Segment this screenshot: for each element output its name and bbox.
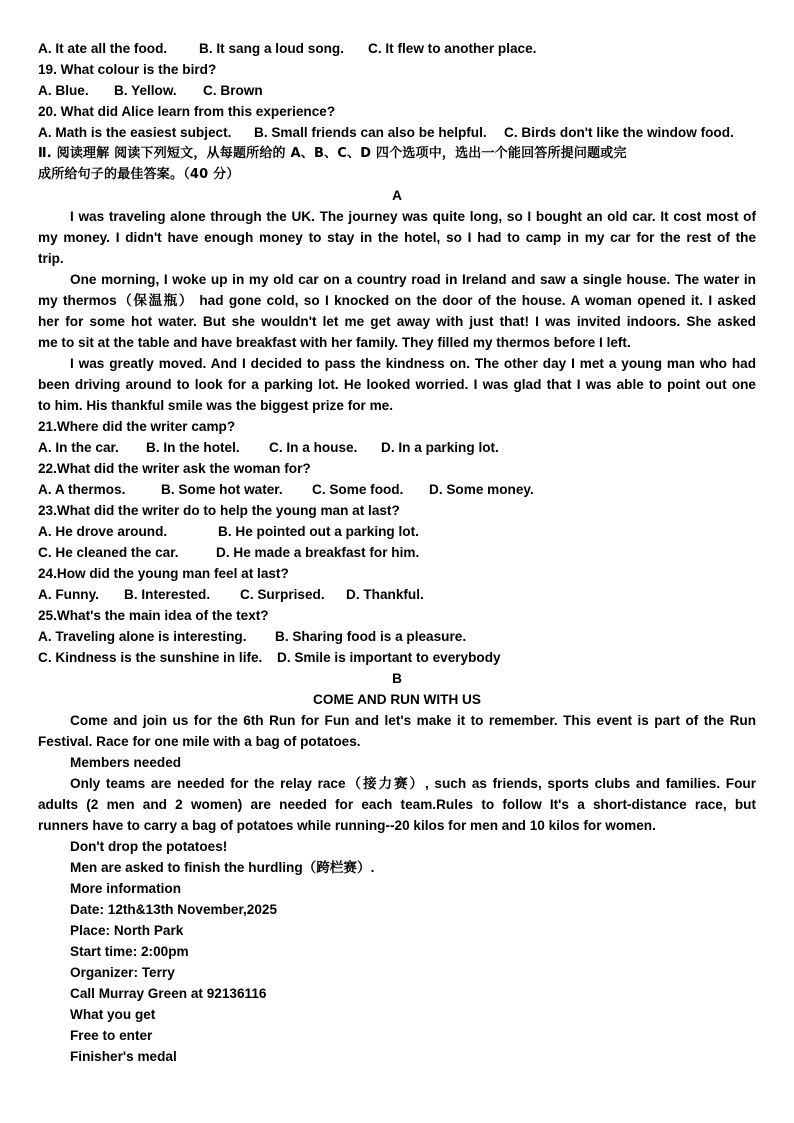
question-options xyxy=(38,584,756,605)
passage-subheading: What you get xyxy=(70,1007,156,1022)
option: C. Brown xyxy=(203,83,263,98)
passage-line: adults (2 men and 2 women) are needed for each team.Rules to follow It's a short-distance race, but xyxy=(38,797,756,812)
question-stem: 25.What's the main idea of the text? xyxy=(38,608,269,623)
passage-a-heading: A xyxy=(392,188,402,203)
question-options xyxy=(38,521,756,542)
option: A. Funny. xyxy=(38,587,99,602)
question-options xyxy=(38,626,756,647)
benefit-item: Free to enter xyxy=(70,1028,153,1043)
option: D. He made a breakfast for him. xyxy=(216,545,420,560)
passage-line: I was greatly moved. And I decided to pass the kindness on. The other day I met a young man who had xyxy=(70,356,756,371)
option: B. Yellow. xyxy=(114,83,177,98)
info-contact: Call Murray Green at 92136116 xyxy=(70,986,267,1001)
info-date: Date: 12th&13th November,2025 xyxy=(70,902,278,917)
option: A. He drove around. xyxy=(38,524,168,539)
option: D. Thankful. xyxy=(346,587,424,602)
passage-b-heading: B xyxy=(392,671,402,686)
passage-line: Festival. Race for one mile with a bag of potatoes. xyxy=(38,734,361,749)
passage-line: to him. His thankful smile was the biggest prize for me. xyxy=(38,398,394,413)
option: C. It flew to another place. xyxy=(368,41,537,56)
passage-line: Don't drop the potatoes! xyxy=(70,839,228,854)
info-organizer: Organizer: Terry xyxy=(70,965,175,980)
option: B. He pointed out a parking lot. xyxy=(218,524,419,539)
option: C. Birds don't like the window food. xyxy=(504,125,734,140)
passage-line: I was traveling alone through the UK. The journey was quite long, so I bought an old car. It cost most of xyxy=(70,209,756,224)
passage-line: Only teams are needed for the relay race（接力赛）, such as friends, sports clubs and families. Four xyxy=(70,776,756,791)
question-stem: 19. What colour is the bird? xyxy=(38,62,217,77)
passage-b-title: COME AND RUN WITH US xyxy=(313,692,481,707)
option: C. He cleaned the car. xyxy=(38,545,179,560)
option: A. Blue. xyxy=(38,83,89,98)
option: C. Some food. xyxy=(312,482,404,497)
option: D. Smile is important to everybody xyxy=(277,650,501,665)
question-stem: 20. What did Alice learn from this experience? xyxy=(38,104,336,119)
passage-line: my thermos（保温瓶） had gone cold, so I knocked on the door of the house. A woman opened it. I asked xyxy=(38,293,756,308)
passage-line: my money. I didn't have enough money to stay in the hotel, so I had to camp in my car for the rest of the xyxy=(38,230,756,245)
passage-line: One morning, I woke up in my old car on a country road in Ireland and saw a single house. The water in xyxy=(70,272,756,287)
question-stem: 21.Where did the writer camp? xyxy=(38,419,236,434)
option: D. Some money. xyxy=(429,482,534,497)
option: B. Sharing food is a pleasure. xyxy=(275,629,467,644)
option: B. Small friends can also be helpful. xyxy=(254,125,487,140)
question-options xyxy=(38,647,756,668)
passage-line: her for some hot water. But she wouldn't let me get away with just that! I was invited indoors. She asked xyxy=(38,314,756,329)
q20-options xyxy=(38,122,756,143)
question-stem: 24.How did the young man feel at last? xyxy=(38,566,289,581)
passage-subheading: Members needed xyxy=(70,755,182,770)
option: A. Traveling alone is interesting. xyxy=(38,629,247,644)
passage-line: Men are asked to finish the hurdling（跨栏赛）. xyxy=(70,860,375,875)
option: C. In a house. xyxy=(269,440,358,455)
option: A. In the car. xyxy=(38,440,119,455)
option: A. It ate all the food. xyxy=(38,41,168,56)
option: D. In a parking lot. xyxy=(381,440,499,455)
question-options xyxy=(38,437,756,458)
option: B. It sang a loud song. xyxy=(199,41,345,56)
passage-line: runners have to carry a bag of potatoes while running--20 kilos for men and 10 kilos for women. xyxy=(38,818,656,833)
section-instruction-line: 成所给句子的最佳答案。（40 分） xyxy=(38,167,240,182)
option: B. Some hot water. xyxy=(161,482,283,497)
question-options xyxy=(38,479,756,500)
q18-options xyxy=(38,38,756,59)
option: C. Kindness is the sunshine in life. xyxy=(38,650,263,665)
passage-subheading: More information xyxy=(70,881,182,896)
option: A. Math is the easiest subject. xyxy=(38,125,232,140)
passage-line: me to sit at the table and have breakfast with her family. They filled my thermos before I left. xyxy=(38,335,631,350)
info-place: Place: North Park xyxy=(70,923,184,938)
benefit-item: Finisher's medal xyxy=(70,1049,177,1064)
option: C. Surprised. xyxy=(240,587,325,602)
question-options xyxy=(38,542,756,563)
question-stem: 23.What did the writer do to help the young man at last? xyxy=(38,503,400,518)
section-instruction-line: Ⅱ. 阅读理解 阅读下列短文，从每题所给的 A、B、C、D 四个选项中，选出一个能回答所提问题或完 xyxy=(38,146,627,161)
option: B. Interested. xyxy=(124,587,211,602)
info-start-time: Start time: 2:00pm xyxy=(70,944,189,959)
option: A. A thermos. xyxy=(38,482,126,497)
question-stem: 22.What did the writer ask the woman for? xyxy=(38,461,311,476)
option: B. In the hotel. xyxy=(146,440,240,455)
passage-line: been driving around to look for a parking lot. He looked worried. I was glad that I was able to point out one xyxy=(38,377,756,392)
q19-options xyxy=(38,80,756,101)
passage-line: trip. xyxy=(38,251,64,266)
exam-page xyxy=(38,38,756,1067)
passage-line: Come and join us for the 6th Run for Fun and let's make it to remember. This event is part of the Run xyxy=(70,713,756,728)
